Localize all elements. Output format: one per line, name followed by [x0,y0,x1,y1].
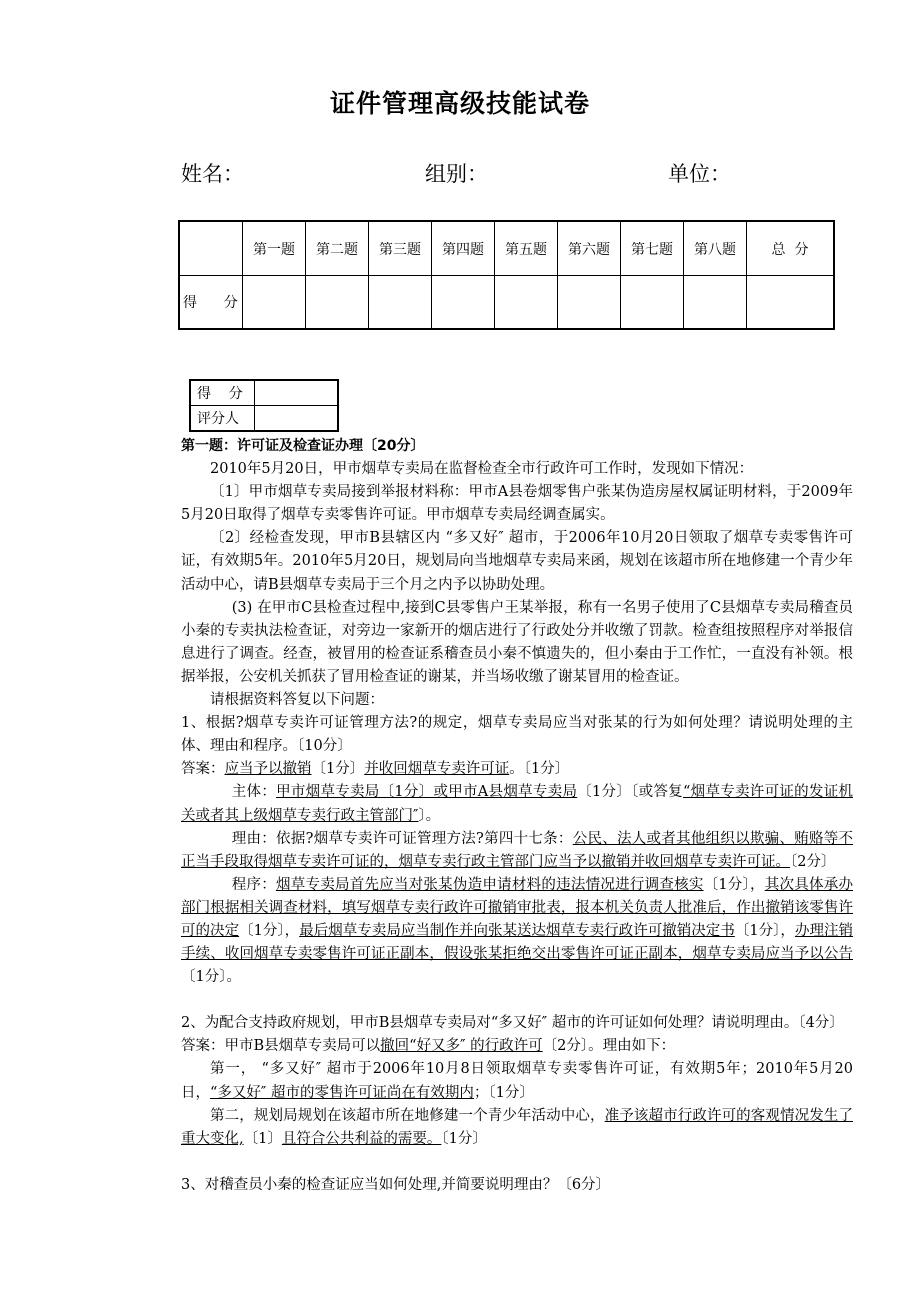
grader-name-cell[interactable] [255,406,339,432]
answer-lead: 答案：甲市B县烟草专卖局可以 [181,1038,381,1055]
scenario-intro: 2010年5月20日，甲市烟草专卖局在监督检查全市行政许可工作时，发现如下情况： [210,461,754,478]
score-cell[interactable] [306,276,369,330]
question-item-2: 2、为配合支持政府规划，甲市B县烟草专卖局对“多又好″ 超市的许可证如何处理？请说明理由。〔4分〕 [181,1015,844,1032]
question-heading: 第一题：许可证及检查证办理〔20分〕 [181,438,425,454]
answer-points: 〔1分〕 [441,1130,487,1147]
spacer [181,1151,853,1174]
score-table [178,220,835,330]
answer-second-lead: 第二，规划局规划在该超市所在地修建一个青少年活动中心， [210,1107,605,1124]
score-cell[interactable] [369,276,432,330]
answer-key-point: 应当予以撤销 [224,761,312,778]
answer-key-point: “烟草专卖许可证的发证机关或者其上级烟草专卖行政主管部门″ [181,784,853,824]
answer-points: ；〔1分〕 [473,1084,534,1101]
answer-key-point: 公民、法人或者其他组织以欺骗、贿赂等不正当手段取得烟草专卖许可证的，烟草专卖行政主管部门应当予以撤销并收回烟草专卖许可证。 [181,830,854,870]
answer-key-point: 烟草专卖局首先应当对张某伪造申请材料的违法情况进行调查核实 [275,876,704,893]
ask-prompt: 请根据资料答复以下问题： [210,692,384,709]
score-header-total: 总 分 [747,221,835,276]
answer-lead: 答案： [181,761,225,778]
grader-score-label: 得 分 [190,380,255,406]
answer-2 [181,1035,853,1058]
question-item-3: 3、对稽查员小秦的检查证应当如何处理,并简要说明理由？〔6分〕 [181,1176,611,1193]
score-row-label: 得 分 [179,276,243,330]
answer-key-point: 并收回烟草专卖许可证 [364,761,510,778]
answer-key-point: 最后烟草专卖局应当制作并向张某送达烟草专卖行政许可撤销决定书 [299,922,735,939]
score-cell[interactable] [684,276,747,330]
grader-table [189,379,339,432]
score-table-corner [179,221,243,276]
answer-points: 〔2分〕 [790,853,836,870]
score-cell[interactable] [432,276,495,330]
group-label: 组别： [425,162,488,186]
answer-key-point: 准予该超市行政许可的客观情况发生了重大变化, [181,1107,853,1147]
answer-points: 〔1分〕。 [181,969,241,986]
answer-procedure-lead: 程序： [231,876,276,893]
unit-label: 单位： [668,162,731,186]
answer-reason [181,828,853,874]
score-cell[interactable] [621,276,684,330]
answer-subject-lead: 主体： [231,784,277,801]
answer-2-first [181,1058,853,1104]
answer-1 [181,758,853,781]
answer-points: 〕。 [418,807,441,824]
spacer [181,989,853,1012]
answer-2-second [181,1105,853,1151]
answer-key-point: 其次具体承办部门根据相关调查材料，填写烟草专卖行政许可撤销审批表，报本机关负责人批准后，作出撤销该零售许可的决定 [181,876,854,939]
grader-name-label: 评分人 [190,406,255,432]
score-header: 第七题 [621,221,684,276]
answer-points: 〔1分〕〔或答复 [577,784,683,801]
page-title: 证件管理高级技能试卷 [329,89,590,118]
answer-key-point: 撤回“好又多″ 的行政许可 [380,1038,543,1055]
scenario-3: (3) 在甲市C县检查过程中,接到C县零售户王某举报，称有一名男子使用了C县烟草专卖局稽查员小秦的专卖执法检查证，对旁边一家新开的烟店进行了行政处分并收缴了罚款。检查组按照程序对举报信息进行了调查。经查，被冒用的检查证系稽查员小秦不慎遗失的，但小秦由于工作忙，一直没有补领。根据举报，公安机关抓获了冒用检查证的谢某，并当场收缴了谢某冒用的检查证。 [181,599,853,685]
answer-key-point: 甲市烟草专卖局〔1分〕或甲市A县烟草专卖局 [276,784,578,801]
answer-points: 〔1分〕， [734,922,795,939]
answer-points: 〔1分〕， [703,876,765,893]
answer-points: 〔1分〕， [239,922,300,939]
answer-points: 。〔1分〕 [509,761,570,778]
scenario-1: 〔1〕甲市烟草专卖局接到举报材料称：甲市A县卷烟零售户张某伪造房屋权属证明材料，于2009年5月20日取得了烟草专卖零售许可证。甲市烟草专卖局经调查属实。 [181,484,853,524]
scenario-2: 〔2〕经检查发现，甲市B县辖区内 “多又好″ 超市，于2006年10月20日领取了烟草专卖零售许可证，有效期5年。2010年5月20日，规划局向当地烟草专卖局来函，规划在该超市所在地修建一个青少年活动中心，请B县烟草专卖局于三个月之内予以协助处理。 [181,530,853,593]
answer-points: 〔1〕 [243,1130,282,1147]
question-body [181,435,853,1197]
answer-reason-lead: 理由：依据?烟草专卖许可证管理方法?第四十七条： [231,830,573,847]
score-cell-total[interactable] [747,276,835,330]
score-header: 第三题 [369,221,432,276]
answer-procedure [181,874,853,989]
score-cell[interactable] [495,276,558,330]
answer-subject [181,781,853,827]
score-header: 第一题 [243,221,306,276]
answer-points: 〔2分〕。理由如下： [542,1038,676,1055]
answer-key-point: “多又好″ 超市的零售许可证尚在有效期内 [210,1084,474,1101]
grader-score-cell[interactable] [255,380,339,406]
name-label: 姓名： [181,162,244,186]
score-header: 第五题 [495,221,558,276]
score-cell[interactable] [558,276,621,330]
score-header: 第八题 [684,221,747,276]
answer-key-point: 且符合公共利益的需要。 [281,1130,442,1147]
answer-points: 〔1分〕 [311,761,365,778]
answer-key-point: 办理注销手续、收回烟草专卖零售许可证正副本，假设张某拒绝交出零售许可证正副本，烟草专卖局应当予以公告 [181,922,854,963]
answer-first-lead: 第一， “多又好″ 超市于2006年10月8日领取烟草专卖零售许可证，有效期5年；2010年5月20日， [181,1061,853,1101]
score-cell[interactable] [243,276,306,330]
score-header: 第六题 [558,221,621,276]
score-header: 第二题 [306,221,369,276]
score-header: 第四题 [432,221,495,276]
question-item-1: 1、根据?烟草专卖许可证管理方法?的规定，烟草专卖局应当对张某的行为如何处理？请说明处理的主体、理由和程序。〔10分〕 [181,715,853,755]
